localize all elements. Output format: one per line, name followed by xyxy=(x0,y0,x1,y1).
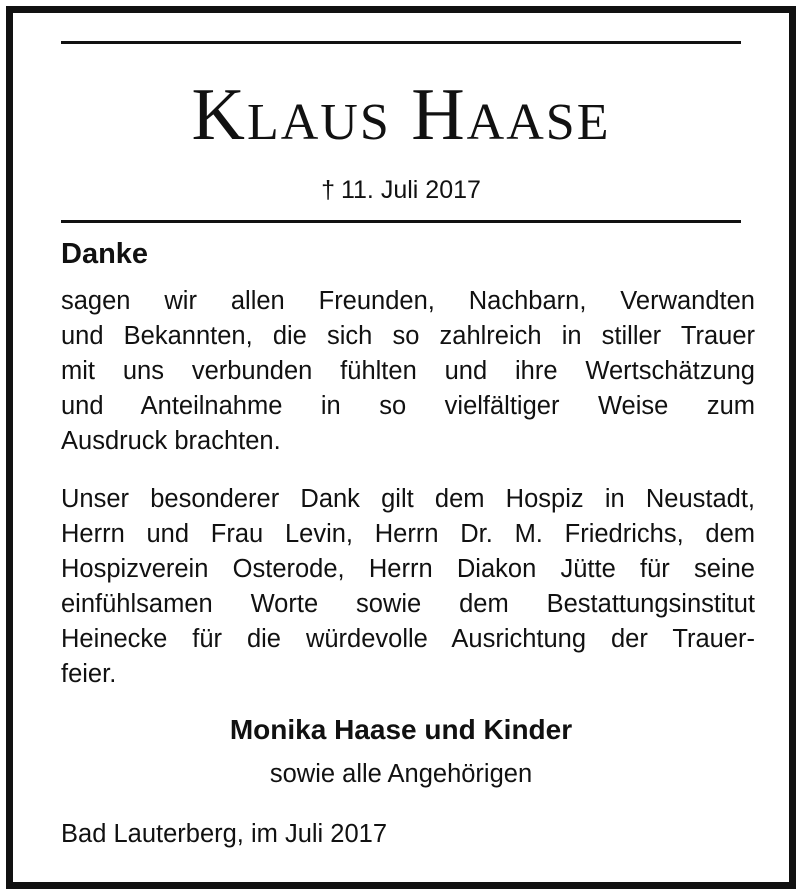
paragraph-line: Heinecke für die würdevolle Ausrichtung der Trauer- xyxy=(61,625,755,653)
paragraph-line: mit uns verbunden fühlten und ihre Wertschätzung xyxy=(61,357,755,385)
thanks-paragraph-1 xyxy=(61,284,755,459)
top-divider xyxy=(61,41,741,44)
paragraph-line: Ausdruck brachten. xyxy=(61,427,281,455)
obituary-notice-frame xyxy=(6,6,796,889)
thanks-paragraph-2 xyxy=(61,482,755,692)
middle-divider xyxy=(61,220,741,223)
paragraph-line: Unser besonderer Dank gilt dem Hospiz in Neustadt, xyxy=(61,485,755,513)
place-and-date: Bad Lauterberg, im Juli 2017 xyxy=(61,820,388,848)
paragraph-line: einfühlsamen Worte sowie dem Bestattungsinstitut xyxy=(61,590,755,618)
paragraph-line: sagen wir allen Freunden, Nachbarn, Verwandten xyxy=(61,287,755,315)
signer-subline: sowie alle Angehörigen xyxy=(269,760,533,788)
death-date-line xyxy=(13,175,789,205)
death-date: 11. Juli 2017 xyxy=(340,176,481,204)
paragraph-line: Hospizverein Osterode, Herrn Diakon Jütte für seine xyxy=(61,555,755,583)
cross-icon: † xyxy=(321,176,335,204)
paragraph-line: Herrn und Frau Levin, Herrn Dr. M. Friedrichs, dem xyxy=(61,520,755,548)
deceased-name: Klaus Haase xyxy=(191,74,611,156)
signer-name: Monika Haase und Kinder xyxy=(229,714,573,745)
paragraph-line: feier. xyxy=(61,660,117,688)
paragraph-line: und Anteilnahme in so vielfältiger Weise zum xyxy=(61,392,755,420)
paragraph-line: und Bekannten, die sich so zahlreich in stiller Trauer xyxy=(61,322,755,350)
thanks-heading: Danke xyxy=(61,238,149,270)
